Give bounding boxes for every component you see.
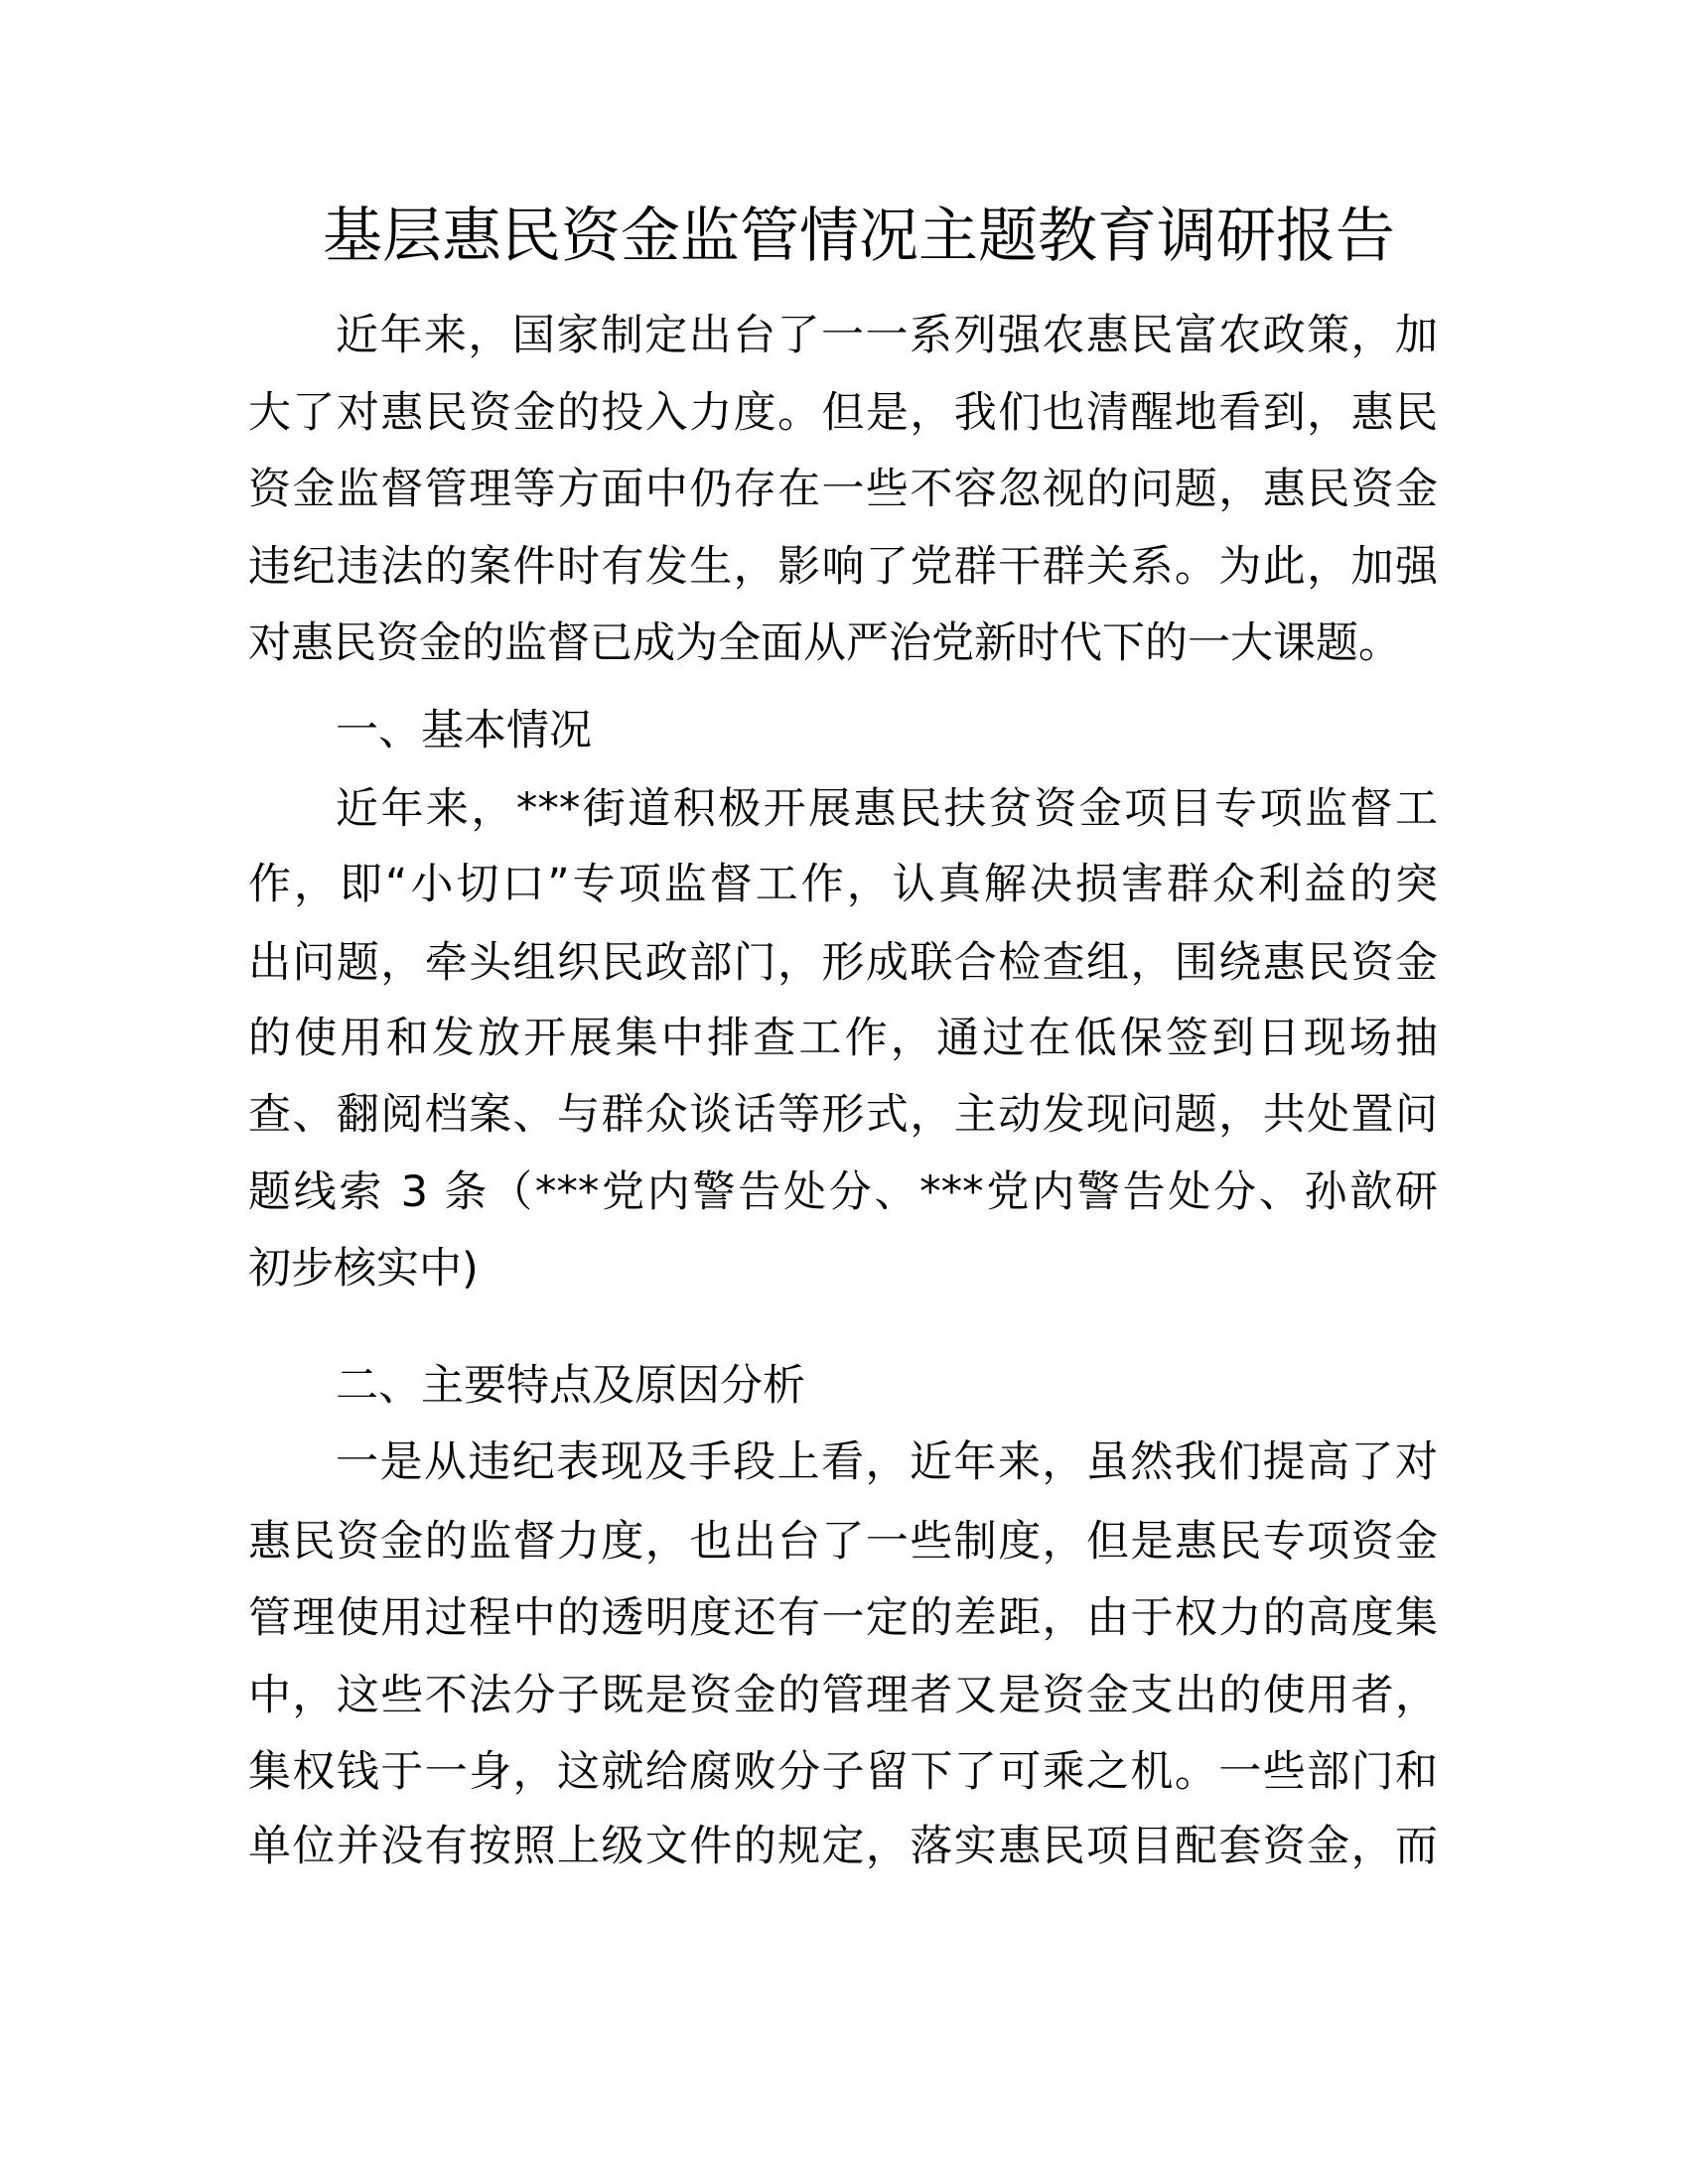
section-1-line: 初步核实中)	[248, 1244, 479, 1294]
section-1-line: 题线索 3 条（***党内警告处分、***党内警告处分、孙歆研	[248, 1167, 1438, 1217]
section-2-line: 集权钱于一身，这就给腐败分子留下了可乘之机。一些部门和	[248, 1747, 1438, 1797]
document-title: 基层惠民资金监管情况主题教育调研报告	[323, 202, 1395, 271]
paragraph-1-line: 资金监督管理等方面中仍存在一些不容忽视的问题，惠民资金	[248, 465, 1438, 514]
paragraph-1-line: 近年来，国家制定出台了一一系列强农惠民富农政策，加	[336, 311, 1438, 360]
section-2-line: 一是从违纪表现及手段上看，近年来，虽然我们提高了对	[336, 1437, 1438, 1487]
section-1-line: 的使用和发放开展集中排查工作，通过在低保签到日现场抽	[248, 1014, 1438, 1063]
section-2-line: 中，这些不法分子既是资金的管理者又是资金支出的使用者，	[248, 1671, 1438, 1720]
section-1-line: 作，即“小切口”专项监督工作，认真解决损害群众利益的突	[248, 860, 1438, 909]
section-2-line: 惠民资金的监督力度，也出台了一些制度，但是惠民专项资金	[248, 1517, 1438, 1567]
section-2-heading: 二、主要特点及原因分析	[336, 1361, 805, 1411]
section-1-line: 近年来，***街道积极开展惠民扶贫资金项目专项监督工	[336, 784, 1438, 834]
paragraph-1-line: 违纪违法的案件时有发生，影响了党群干群关系。为此，加强	[248, 542, 1438, 592]
section-1-line: 查、翻阅档案、与群众谈话等形式，主动发现问题，共处置问	[248, 1090, 1438, 1140]
paragraph-1-line: 大了对惠民资金的投入力度。但是，我们也清醒地看到，惠民	[248, 388, 1438, 438]
section-1-heading: 一、基本情况	[336, 706, 592, 755]
paragraph-1-line: 对惠民资金的监督已成为全面从严治党新时代下的一大课题。	[248, 618, 1401, 668]
section-1-line: 出问题，牵头组织民政部门，形成联合检查组，围绕惠民资金	[248, 938, 1438, 988]
section-2-line: 单位并没有按照上级文件的规定，落实惠民项目配套资金，而	[248, 1822, 1438, 1871]
section-2-line: 管理使用过程中的透明度还有一定的差距，由于权力的高度集	[248, 1593, 1438, 1643]
